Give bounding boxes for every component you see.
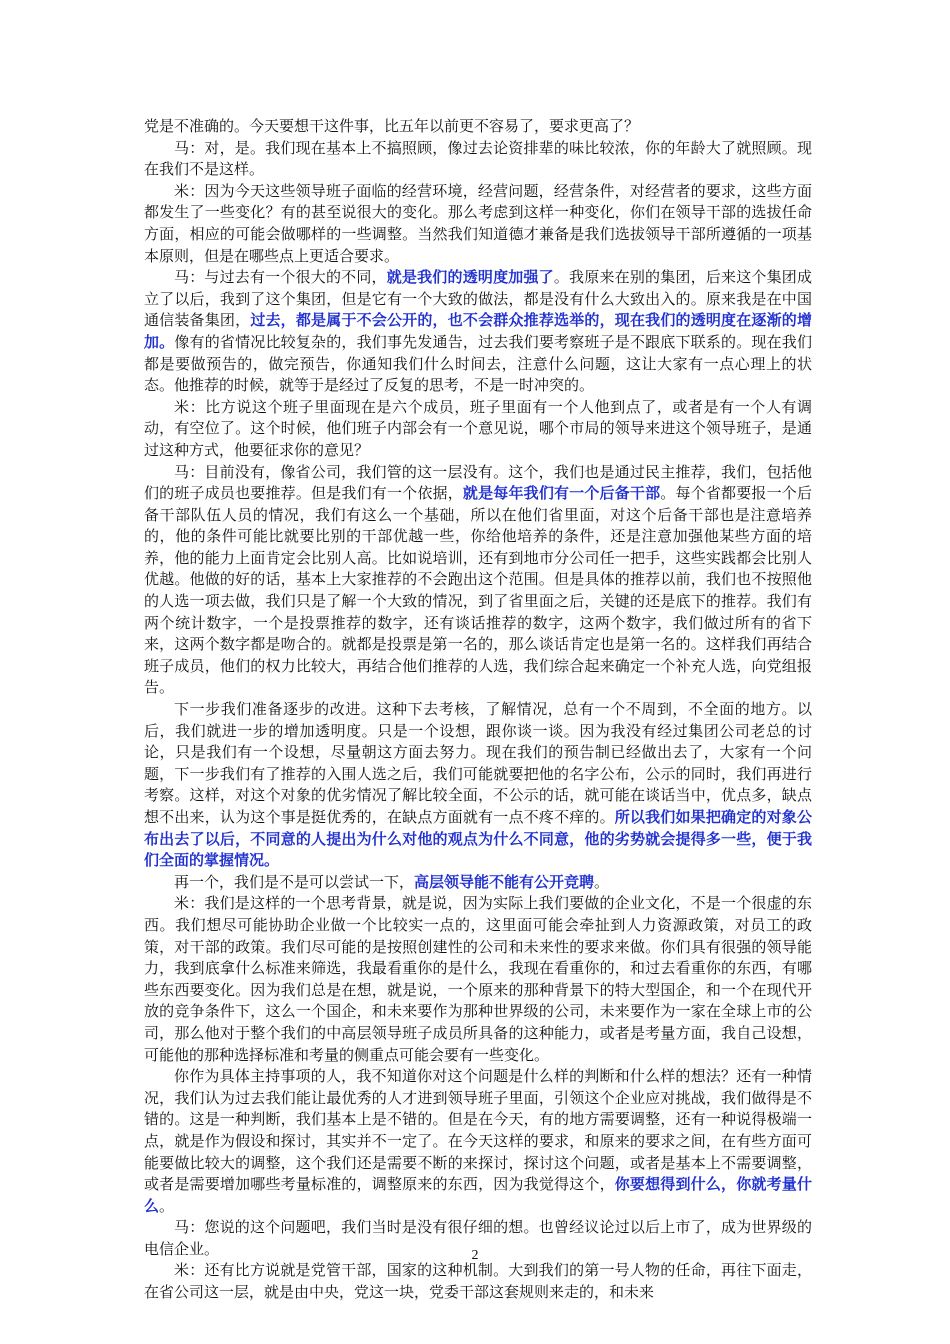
text-run: 党是不准确的。今天要想干这件事，比五年以前更不容易了，要求更高了？ (144, 117, 640, 135)
highlighted-text: 高层领导能不能有公开竞聘 (414, 872, 595, 891)
paragraph (144, 699, 812, 872)
paragraph (144, 138, 812, 181)
paragraph (144, 397, 812, 462)
paragraph (144, 1260, 812, 1303)
body-text (144, 116, 812, 1304)
highlighted-text: 就是每年我们有一个后备干部 (462, 484, 661, 503)
text-run: 。我原来在别的集团，后来这个集团成立了以后，我到了这个集团，但是它有一个大致的做法，都是没有什么大致出入的。原来我是在中国通信装备集团， (144, 268, 812, 330)
text-run: 米：比方说这个班子里面现在是六个成员，班子里面有一个人他到点了，或者是有一个人有调动，有空位了。这个时候，他们班子内部会有一个意见说，哪个市局的领导来进这个领导班子，是通过这种方式，他要征求你的意见？ (144, 397, 812, 459)
text-run: 。每个省都要报一个后备干部队伍人员的情况，我们有这么一个基础，所以在他们省里面，对这个后备干部也是注意培养的，他的条件可能比就要比别的干部优越一些，你给他培养的条件，还是注意加强他某些方面的培养，他的能力上面肯定会比别人高。比如说培训，还有到地市分公司任一把手，这些实践都会比别人优越。他做的好的话，基本上大家推荐的不会跑出这个范围。但是具体的推荐以前，我们也不按照他的人选一项去做，我们只是了解一个大致的情况，到了省里面之后，关键的还是底下的推荐。我们有两个统计数字，一个是投票推荐的数字，还有谈话推荐的数字，这两个数字，我们做过所有的省下来，这两个数字都是吻合的。就都是投票是第一名的，那么谈话肯定也是第一名的。这样我们再结合班子成员，他们的权力比较大，再结合他们推荐的人选，我们综合起来确定一个补充人选，向党组报告。 (144, 484, 812, 697)
text-run: 下一步我们准备逐步的改进。这种下去考核，了解情况，总有一个不周到，不全面的地方。以后，我们就进一步的增加透明度。只是一个设想，跟你谈一谈。因为我没有经过集团公司老总的讨论，只是我们有一个设想，尽量朝这方面去努力。现在我们的预告制已经做出去了，大家有一个问题，下一步我们有了推荐的入围人选之后，我们可能就要把他的名字公布，公示的同时，我们再进行考察。这样，对这个对象的优劣情况了解比较全面，不公示的话，就可能在谈话当中，优点多，缺点想不出来，认为这个事是挺优秀的，在缺点方面就有一点不疼不痒的。 (144, 700, 812, 826)
highlighted-text: 过去，都是属于不会公开的，也不会群众推荐选举的，现在我们的透明度在逐渐的增加。 (144, 311, 812, 351)
paragraph (144, 462, 812, 700)
text-run: 马：对，是。我们现在基本上不搞照顾，像过去论资排辈的味比较浓，你的年龄大了就照顾。现在我们不是这样。 (144, 138, 812, 179)
text-run: 再一个，我们是不是可以尝试一下， (174, 872, 415, 891)
highlighted-text: 就是我们的透明度加强了 (386, 268, 554, 287)
highlighted-text: 你要想得到什么，你就考量什么 (144, 1175, 812, 1215)
text-run: 。 (594, 872, 610, 891)
paragraph (144, 872, 812, 894)
text-run: 米：因为今天这些领导班子面临的经营环境，经营问题，经营条件，对经营者的要求，这些方面都发生了一些变化？有的甚至说很大的变化。那么考虑到这样一种变化，你们在领导干部的选拔任命方面，相应的可能会做哪样的一些调整。当然我们知道德才兼备是我们选拔领导干部所遵循的一项基本原则，但是在哪些点上更适合要求。 (144, 181, 812, 265)
paragraph (144, 116, 812, 138)
paragraph (144, 267, 812, 397)
text-run: 马：您说的这个问题吧，我们当时是没有很仔细的想。也曾经议论过以后上市了，成为世界级的电信企业。 (144, 1218, 812, 1258)
text-run: 马：目前没有，像省公司，我们管的这一层没有。这个，我们也是通过民主推荐，我们，包括他们的班子成员也要推荐。但是我们有一个依据， (144, 462, 812, 503)
text-run: 米：还有比方说就是党管干部，国家的这种机制。大到我们的第一号人物的任命，再往下面走，在省公司这一层，就是由中央，党这一块，党委干部这套规则来走的，和未来 (144, 1261, 812, 1302)
highlighted-text: 所以我们如果把确定的对象公布出去了以后，不同意的人提出为什么对他的观点为什么不同意，他的劣势就会提得多一些，便于我们全面的掌握情况。 (144, 808, 812, 870)
paragraph (144, 1066, 812, 1217)
text-run: 你作为具体主持事项的人，我不知道你对这个问题是什么样的判断和什么样的想法？还有一种情况，我们认为过去我们能让最优秀的人才进到领导班子里面，引领这个企业应对挑战，我们做得是不错的。这是一种判断，我们基本上是不错的。但是在今天，有的地方需要调整，还有一种说得极端一点，就是作为假设和探讨，其实并不一定了。在今天这样的要求，和原来的要求之间，在有些方面可能要做比较大的调整，这个我们还是需要不断的来探讨，探讨这个问题，或者是基本上不需要调整，或者是需要增加哪些考量标准的，调整原来的东西，因为我觉得这个， (144, 1067, 812, 1194)
page-number: 2 (471, 1248, 479, 1263)
paragraph (144, 181, 812, 267)
text-run: 米：我们是这样的一个思考背景，就是说，因为实际上我们要做的企业文化，不是一个很虚的东西。我们想尽可能协助企业做一个比较实一点的，这里面可能会牵扯到人力资源政策，对员工的政策，对干部的政策。我们尽可能的是按照创建性的公司和未来性的要求来做。你们具有很强的领导能力，我到底拿什么标准来筛选，我最看重你的是什么，我现在看重你的，和过去看重你的东西，有哪些东西要变化。因为我们总是在想，就是说，一个原来的那种背景下的特大型国企，和一个在现代开放的竞争条件下，这么一个国企，和未来要作为那种世界级的公司，未来要作为一家在全球上市的公司，那么他对于整个我们的中高层领导班子成员所具备的这种能力，或者是考量方面，我自己设想，可能他的那种选择标准和考量的侧重点可能会要有一些变化。 (144, 894, 812, 1064)
text-run: 。 (159, 1196, 175, 1215)
paragraph (144, 893, 812, 1066)
text-run: 像有的省情况比较复杂的，我们事先发通告，过去我们要考察班子是不跟底下联系的。现在我们都是要做预告的，做完预告，你通知我们什么时间去，注意什么问题，这让大家有一点心理上的状态。他推荐的时候，就等于是经过了反复的思考，不是一时冲突的。 (144, 332, 812, 395)
text-run: 马：与过去有一个很大的不同， (174, 268, 387, 287)
